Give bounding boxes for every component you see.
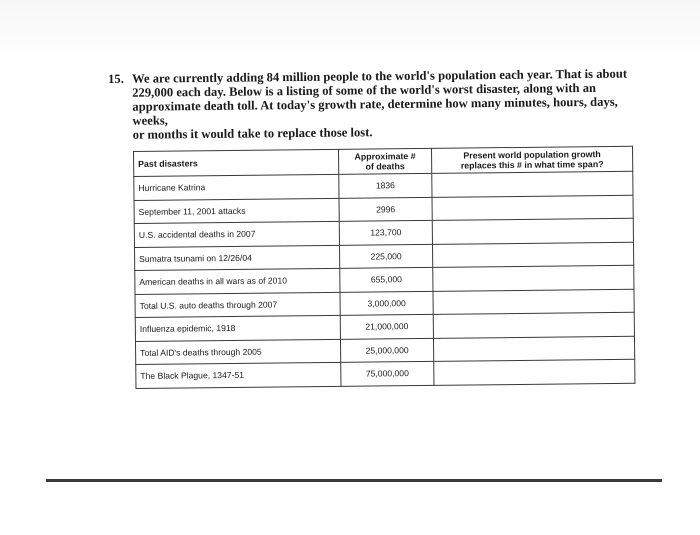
disaster-name: U.S. accidental deaths in 2007 [134, 221, 339, 247]
answer-cell[interactable] [432, 171, 633, 197]
disaster-name: Total U.S. auto deaths through 2007 [135, 292, 340, 318]
answer-cell[interactable] [433, 265, 634, 291]
answer-cell[interactable] [432, 218, 633, 244]
disasters-table-wrap [133, 146, 635, 389]
disaster-name: American deaths in all wars as of 2010 [135, 268, 340, 294]
header-growth-timespan: Present world population growth replaces this # in what time span? [431, 146, 632, 173]
problem-line-2: 229,000 each day. Below is a listing of some of the world's worst disaster, along with an [132, 80, 597, 100]
problem-line-4: or months it would take to replace those lost. [132, 125, 373, 142]
death-count: 1836 [339, 173, 432, 197]
disaster-name: Total AID's deaths through 2005 [135, 339, 340, 365]
answer-cell[interactable] [433, 289, 634, 315]
problem-statement [108, 66, 649, 142]
death-count: 75,000,000 [341, 361, 434, 385]
problem-line-3: approximate death toll. At today's growth rate, determine how many minutes, hours, days, weeks, [132, 94, 618, 128]
death-count: 123,700 [339, 220, 432, 244]
death-count: 2996 [339, 197, 432, 221]
disaster-name: Influenza epidemic, 1918 [135, 315, 340, 341]
death-count: 25,000,000 [340, 338, 433, 362]
table-row [136, 359, 635, 388]
problem-line-1: We are currently adding 84 million people to the world's population each year. That is about [131, 66, 628, 86]
header-approx-deaths: Approximate # of deaths [338, 148, 431, 174]
answer-cell[interactable] [432, 242, 633, 268]
death-count: 655,000 [340, 267, 433, 291]
death-count: 225,000 [339, 244, 432, 268]
answer-cell[interactable] [433, 336, 634, 362]
disasters-table [133, 146, 635, 389]
answer-cell[interactable] [433, 312, 634, 338]
answer-cell[interactable] [434, 359, 635, 385]
disaster-name: September 11, 2001 attacks [134, 198, 339, 224]
answer-cell[interactable] [432, 195, 633, 221]
header-past-disasters: Past disasters [134, 149, 339, 176]
disaster-name: The Black Plague, 1347-51 [136, 362, 341, 388]
disaster-name: Sumatra tsunami on 12/26/04 [135, 245, 340, 271]
problem-number: 15. [108, 71, 124, 86]
death-count: 21,000,000 [340, 314, 433, 338]
disaster-name: Hurricane Katrina [134, 174, 339, 200]
death-count: 3,000,000 [340, 291, 433, 315]
bottom-divider [46, 479, 662, 482]
